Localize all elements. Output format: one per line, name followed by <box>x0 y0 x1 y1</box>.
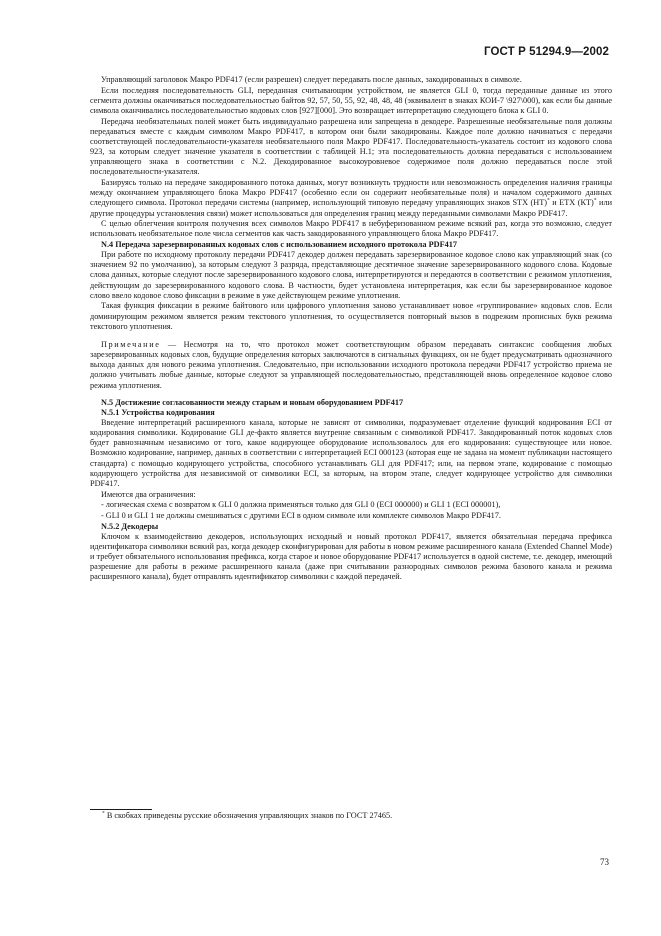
paragraph-text: Базируясь только на передаче закодированного потока данных, могут возникнуть трудности или невозможность определения наличия границы между окончанием управляющего блока Макро PDF417 (особенно если он содержит необязательные поля) и началом содержимого данных следующего символа. Протокол передачи системы (например, использующий типовую передачу управляющих знаков STX (НТ) <box>90 178 612 208</box>
paragraph: С целью облегчения контроля получения всех символов Макро PDF417 в небуферизованном режиме всякий раз, когда это возможно, следует использовать необязательное поле числа сегментов как часть закодированного управляющего блока Макро PDF417. <box>90 219 612 239</box>
list-item: - GLI 0 и GLI 1 не должны смешиваться с другими ECI в одном символе или комплекте символов Макро PDF417. <box>101 510 501 520</box>
paragraph: Управляющий заголовок Макро PDF417 (если разрешен) следует передавать после данных, закодированных в символе. <box>101 75 522 84</box>
paragraph: При работе по исходному протоколу передачи PDF417 декодер должен передавать зарезервированное кодовое слово как управляющий знак (со значением 92 по умолчанию), за которым следуют 3 разряда, представляющие десятичное значение зарезервированного кодового слова. Кодовые слова данных, которые следуют после зарезервированного кодового слова, интерпретируются и передаются в соответствии с режимом уплотнения, действующим до зарезервированного кодового слова. В частности, будет установлена интерпретация, как если бы зарезервированное кодовое слово ввело кодовое слово фиксации в режиме в уже действующем режиме уплотнения. <box>90 250 612 300</box>
footnote <box>102 811 602 821</box>
subsection-heading-n5-1: N.5.1 Устройства кодирования <box>101 407 215 417</box>
paragraph: Такая функция фиксации в режиме байтового или цифрового уплотнения заново устанавливает новое «группирование» кодовых слов. Если доминирующим режимом является режим текстового уплотнения, то осуществляется повторный вызов в подрежим прописных букв режима текстового уплотнения. <box>90 301 612 331</box>
page-number: 73 <box>600 857 609 867</box>
paragraph: Если последняя последовательность GLI, переданная считывающим устройством, не является GLI 0, тогда переданные данные из этого сегмента должны оканчиваться последовательностью байтов 92, 57, 50, 55, 92, 48, 48, 48 (эквивалент в знаках КОИ-7 \927\000), как если бы данные символа оканчивались последовательностью кодовых слов [927][000]. Это возвращает интерпретацию следующего блока к GLI 0. <box>90 85 612 115</box>
footnote-marker: * <box>102 810 105 817</box>
section-heading-n4: N.4 Передача зарезервированных кодовых слов с использованием исходного протокола PDF417 <box>101 240 457 249</box>
footnote-ref: * <box>547 197 550 204</box>
note-text: — Несмотря на то, что протокол может соответствующим образом передавать синтаксис сообщения любых зарезервированных кодовых слов, будущие определения которых заключаются в сигнальных функциях, он не будет предусматривать однозначного выхода данных для нового режима уплотнения. Следовательно, при использовании исходного протокола передачи PDF417 устройство приема не должно учитывать любые данные, которые следуют за управляющей последовательностью, представляющей вновь определенное кодовое слово режима уплотнения. <box>90 339 612 390</box>
paragraph: Имеются два ограничения: <box>101 489 196 499</box>
list-item: - логическая схема с возвратом к GLI 0 должна применяться только для GLI 0 (ECI 000000) и GLI 1 (ECI 000001), <box>101 500 501 510</box>
paragraph: Введение интерпретаций расширенного канала, которые не зависят от символики, подразумевает отделение функций кодирования ECI от кодирования символики. Кодирование GLI де-факто является внутренне связанным с символикой PDF417. Закодированный поток кодовых слов будет равнозначным независимо от того, какое кодирующее оборудование использовалось для его кодирования: существующее или новое. Возможно кодирование, например, данных в соответствии с интерпретацией ECI 000123 (которая еще не задана на момент публикации настоящего стандарта) с помощью кодирующего устройства, способного устанавливать GLI для PDF417; или, на первом этапе, кодирование с помощью кодирующего устройства для независимой от символики ECI, за которым, на втором этапе, следует кодирующее устройство для символики PDF417. <box>90 418 612 488</box>
paragraph-with-footnote-refs <box>90 178 612 219</box>
paragraph-text: или другие процедуры установления связи) может использоваться для определения границ между переданными символами Макро PDF417. <box>90 198 612 218</box>
note-label: Примечание <box>101 339 161 349</box>
paragraph: Ключом к взаимодействию декодеров, использующих исходный и новый протокол PDF417, является обязательная передача префикса идентификатора символики всякий раз, когда декодер сконфигурирован для работы в новом режиме расширенного канала (Extended Channel Mode) и требует обязательного использования префикса, когда старое и новое оборудование PDF417 используется в одной системе, т.е. декодер, имеющий разрешение для работы в режиме расширенного канала (даже при считывании разнородных символов режима базового канала и режима расширенного канала), будет отправлять идентификатор символики с каждой передачей. <box>90 531 612 582</box>
section-heading-n5: N.5 Достижение согласованности между старым и новым оборудованием PDF417 <box>101 397 404 407</box>
paragraph: Передача необязательных полей может быть индивидуально разрешена или запрещена в декодере. Разрешенные необязательные поля должны передаваться вместе с каждым символом Макро PDF417, в котором они были закодированы. Каждое поле должно начинаться с передачи соответствующей последовательности-указателя необязательного поля Макро PDF417. Последовательность-указатель состоит из кодового слова 923, за которым следует значение указателя в соответствии с таблицей Н.1; эта последовательность должна передаваться с использованием управляющего знака в соответствии с N.2. Декодированное высокоуровневое содержимое поля должно передаваться после этой последовательности-указателя. <box>90 116 612 177</box>
footnote-text: В скобках приведены русские обозначения управляющих знаков по ГОСТ 27465. <box>104 811 393 820</box>
footnote-divider <box>90 809 152 810</box>
page-header: ГОСТ Р 51294.9—2002 <box>484 46 609 58</box>
subsection-heading-n5-2: N.5.2 Декодеры <box>101 521 159 531</box>
footnote-ref: * <box>593 197 597 204</box>
paragraph-text: и ETX (КТ) <box>549 198 594 208</box>
note <box>90 340 612 391</box>
page-content <box>90 75 612 583</box>
